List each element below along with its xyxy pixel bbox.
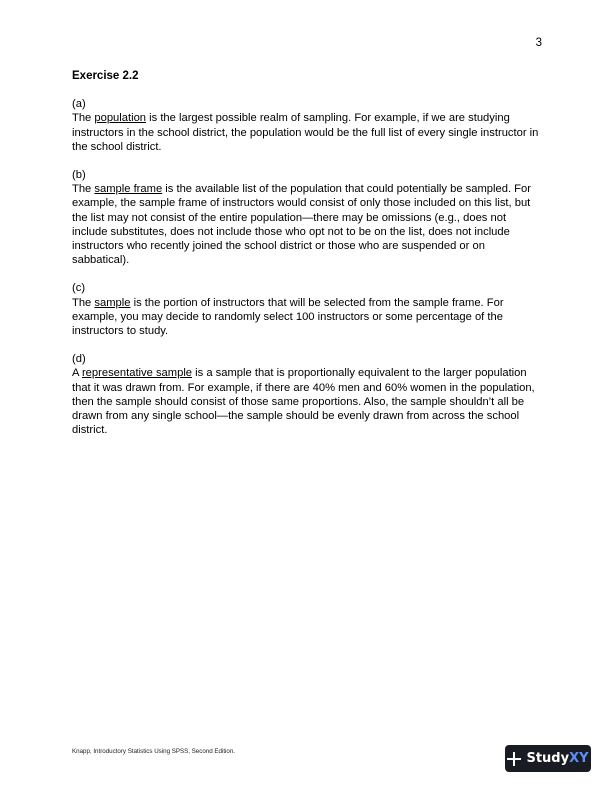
section-text (72, 366, 542, 437)
term-representative-sample: representative sample (81, 367, 193, 380)
document-body (72, 69, 542, 451)
text-before: The (72, 112, 95, 125)
section-text (72, 111, 542, 154)
text-before: The (72, 183, 95, 196)
section-letter: (b) (72, 169, 86, 182)
term-population: population (94, 112, 147, 125)
exercise-title: Exercise 2.2 (72, 70, 139, 82)
section-letter: (a) (72, 98, 86, 111)
text-after: is the largest possible realm of sampling. For example, if we are studying instructors in the school district, the population would be the full list of every single instructor in the school district. (72, 112, 539, 153)
section-text (72, 296, 542, 339)
term-sample-frame: sample frame (94, 183, 163, 196)
term-sample: sample (94, 296, 131, 309)
footer-citation: Knapp, Introductory Statistics Using SPSS, Second Edition. (72, 748, 236, 755)
section-d (72, 352, 542, 437)
section-letter: (d) (72, 353, 86, 366)
section-b (72, 168, 542, 267)
logo-text-accent: XY (569, 751, 589, 766)
text-after: is a sample that is proportionally equivalent to the larger population that it was drawn from. For example, if there are 40% men and 60% women in the population, then the sample should consist of those same proportions. Also, the sample shouldn’t all be drawn from any single school—the sample should be evenly drawn from across the school district. (72, 367, 535, 437)
text-before: A (72, 367, 82, 380)
section-a (72, 97, 542, 154)
logo-text-main: Study (526, 751, 570, 766)
section-c (72, 281, 542, 338)
studyxy-logo (505, 745, 591, 772)
plus-icon (507, 752, 521, 766)
text-before: The (72, 296, 95, 309)
page-number: 3 (535, 37, 542, 49)
text-after: is the available list of the population that could potentially be sampled. For example, the sample frame of instructors would consist of only those included on this list, but the list may not consist of the entire population—there may be omissions (e.g., does not include substitutes, does not include those who opt not to be on the list, does not include instructors who recently joined the school district or those who are suspended or on sabbatical). (72, 183, 531, 267)
text-after: is the portion of instructors that will be selected from the sample frame. For example, you may decide to randomly select 100 instructors or some percentage of the instructors to study. (72, 296, 504, 338)
section-text (72, 182, 542, 267)
section-letter: (c) (72, 282, 86, 295)
